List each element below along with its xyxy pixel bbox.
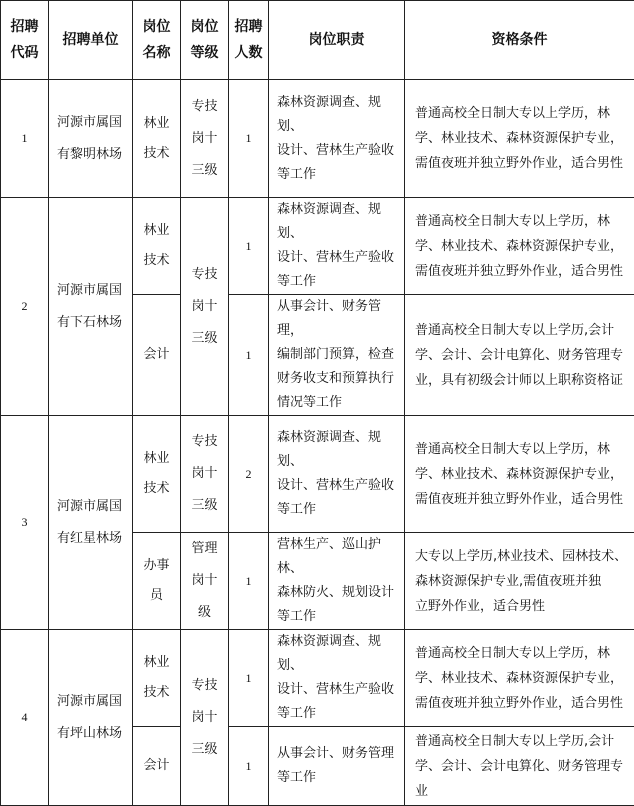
qualification [405, 198, 634, 295]
position-duty-line: 情况等工作 [277, 391, 400, 415]
qualification-line: 需值夜班并独立野外作业，适合男性 [415, 259, 632, 284]
recruit-unit [49, 630, 133, 806]
position-name [133, 533, 181, 630]
position-name-line: 林业 [133, 648, 180, 678]
position-name [133, 80, 181, 198]
recruit-code: 4 [1, 630, 49, 806]
position-duty [269, 630, 405, 727]
position-name-line: 林业 [133, 216, 180, 246]
recruit-count: 1 [229, 80, 269, 198]
qualification-line: 森林资源保护专业,需值夜班并独 [415, 569, 632, 594]
position-grade-line: 岗十 [181, 291, 228, 323]
table-row [1, 416, 634, 533]
position-duty-line: 森林资源调查、规划、 [277, 91, 400, 139]
position-name [133, 727, 181, 806]
table-row [1, 198, 634, 295]
position-grade-line: 专技 [181, 670, 228, 702]
recruit-unit-line: 有红星林场 [57, 523, 132, 555]
recruit-count: 1 [229, 727, 269, 806]
recruit-unit-line: 河源市属国 [57, 107, 132, 139]
position-name-line: 技术 [133, 139, 180, 169]
position-grade [181, 198, 229, 416]
position-grade-line: 专技 [181, 91, 228, 123]
position-name-line: 会计 [133, 751, 180, 781]
position-duty-line: 森林防火、规划设计 [277, 581, 400, 605]
position-grade-line: 岗十 [181, 123, 228, 155]
position-name-line: 办事 [133, 551, 180, 581]
qualification-line: 学、林业技术、森林资源保护专业， [415, 126, 632, 151]
position-duty-line: 等工作 [277, 498, 400, 522]
recruit-unit-line: 河源市属国 [57, 275, 132, 307]
position-grade-line: 三级 [181, 323, 228, 355]
position-duty-line: 从事会计、财务管理， [277, 295, 400, 343]
position-duty-line: 设计、营林生产验收 [277, 474, 400, 498]
qualification-line: 普通高校全日制大专以上学历，林 [415, 101, 632, 126]
header-row [1, 1, 634, 80]
recruit-code: 3 [1, 416, 49, 630]
position-name-line: 员 [133, 581, 180, 611]
position-duty [269, 416, 405, 533]
position-duty-line: 设计、营林生产验收 [277, 678, 400, 702]
position-name-line: 技术 [133, 474, 180, 504]
table-row [1, 630, 634, 727]
qualification-line: 大专以上学历,林业技术、园林技术、 [415, 544, 632, 569]
position-grade-line: 三级 [181, 155, 228, 187]
table-row [1, 80, 634, 198]
recruit-count: 1 [229, 295, 269, 416]
qualification-line: 学、林业技术、森林资源保护专业， [415, 462, 632, 487]
qualification-line: 学、会计、会计电算化、财务管理专 [415, 754, 632, 779]
recruit-unit [49, 416, 133, 630]
position-name [133, 295, 181, 416]
recruit-count: 2 [229, 416, 269, 533]
header-unit: 招聘单位 [49, 1, 133, 80]
qualification-line: 普通高校全日制大专以上学历，林 [415, 209, 632, 234]
qualification [405, 727, 634, 806]
position-duty-line: 森林资源调查、规划、 [277, 198, 400, 246]
qualification-line: 需值夜班并独立野外作业，适合男性 [415, 487, 632, 512]
position-duty [269, 80, 405, 198]
position-grade [181, 630, 229, 806]
qualification-line: 学、林业技术、森林资源保护专业， [415, 234, 632, 259]
position-grade [181, 416, 229, 533]
position-duty-line: 设计、营林生产验收 [277, 246, 400, 270]
position-duty-line: 等工作 [277, 605, 400, 629]
position-grade-line: 管理 [181, 533, 228, 565]
position-grade-line: 专技 [181, 426, 228, 458]
position-duty-line: 森林资源调查、规划、 [277, 426, 400, 474]
qualification-line: 普通高校全日制大专以上学历，林 [415, 437, 632, 462]
position-duty-line: 营林生产、巡山护林、 [277, 533, 400, 581]
position-name-line: 会计 [133, 340, 180, 370]
recruit-unit-line: 有坪山林场 [57, 718, 132, 750]
recruit-count: 1 [229, 198, 269, 295]
position-grade-line: 三级 [181, 734, 228, 766]
position-duty [269, 727, 405, 806]
qualification-line: 学、林业技术、森林资源保护专业， [415, 666, 632, 691]
recruit-unit-line: 河源市属国 [57, 491, 132, 523]
qualification [405, 295, 634, 416]
position-name-line: 技术 [133, 678, 180, 708]
position-duty-line: 从事会计、财务管理 [277, 742, 400, 766]
recruit-unit [49, 198, 133, 416]
qualification-line: 需值夜班并独立野外作业，适合男性 [415, 151, 632, 176]
recruit-unit-line: 有下石林场 [57, 307, 132, 339]
recruit-unit-line: 河源市属国 [57, 686, 132, 718]
qualification [405, 416, 634, 533]
qualification-line: 立野外作业，适合男性 [415, 594, 632, 619]
position-duty-line: 财务收支和预算执行 [277, 367, 400, 391]
header-position: 岗位 名称 [133, 1, 181, 80]
recruit-code: 2 [1, 198, 49, 416]
position-grade-line: 专技 [181, 259, 228, 291]
position-grade-line: 岗十 [181, 702, 228, 734]
recruit-unit-line: 有黎明林场 [57, 139, 132, 171]
qualification-line: 业，具有初级会计师以上职称资格证 [415, 368, 632, 393]
position-grade-line: 三级 [181, 490, 228, 522]
header-code: 招聘 代码 [1, 1, 49, 80]
position-grade-line: 岗十 [181, 458, 228, 490]
position-grade-line: 级 [181, 597, 228, 629]
position-duty-line: 设计、营林生产验收 [277, 139, 400, 163]
position-duty [269, 198, 405, 295]
header-duty: 岗位职责 [269, 1, 405, 80]
position-name [133, 630, 181, 727]
header-grade: 岗位 等级 [181, 1, 229, 80]
qualification [405, 80, 634, 198]
qualification [405, 630, 634, 727]
position-duty-line: 等工作 [277, 270, 400, 294]
position-duty-line: 森林资源调查、规划、 [277, 630, 400, 678]
position-name [133, 198, 181, 295]
position-name-line: 林业 [133, 444, 180, 474]
position-grade [181, 533, 229, 630]
recruit-code: 1 [1, 80, 49, 198]
position-duty [269, 533, 405, 630]
qualification-line: 普通高校全日制大专以上学历,会计 [415, 318, 632, 343]
recruit-unit [49, 80, 133, 198]
qualification-line: 普通高校全日制大专以上学历，林 [415, 641, 632, 666]
position-duty [269, 295, 405, 416]
position-name [133, 416, 181, 533]
position-name-line: 林业 [133, 109, 180, 139]
qualification [405, 533, 634, 630]
position-name-line: 技术 [133, 246, 180, 276]
header-qualification: 资格条件 [405, 1, 634, 80]
position-grade-line: 岗十 [181, 565, 228, 597]
recruit-count: 1 [229, 630, 269, 727]
position-duty-line: 等工作 [277, 702, 400, 726]
qualification-line: 普通高校全日制大专以上学历,会计 [415, 729, 632, 754]
position-duty-line: 等工作 [277, 766, 400, 790]
position-duty-line: 等工作 [277, 163, 400, 187]
position-grade [181, 80, 229, 198]
position-duty-line: 编制部门预算，检查 [277, 343, 400, 367]
header-count: 招聘 人数 [229, 1, 269, 80]
qualification-line: 业 [415, 779, 632, 804]
qualification-line: 需值夜班并独立野外作业，适合男性 [415, 691, 632, 716]
qualification-line: 学、会计、会计电算化、财务管理专 [415, 343, 632, 368]
recruit-count: 1 [229, 533, 269, 630]
